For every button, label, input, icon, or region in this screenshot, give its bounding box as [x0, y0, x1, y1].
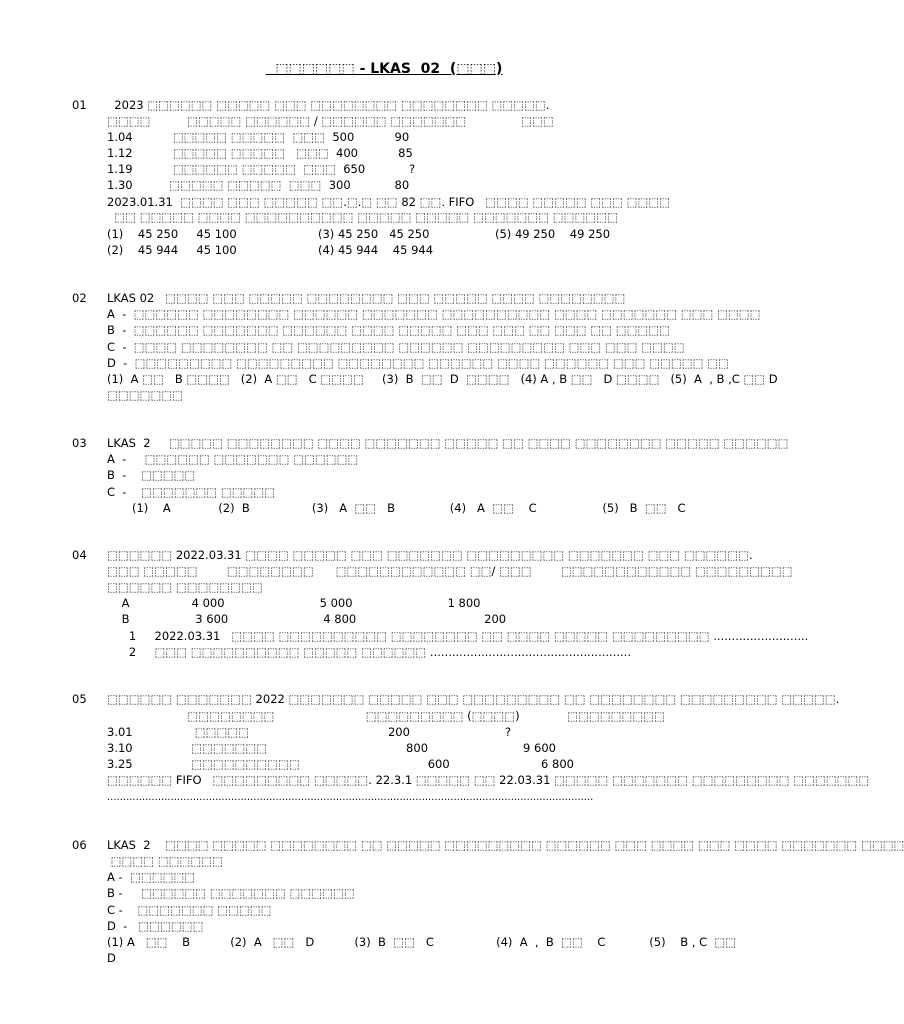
q01-option-1: (1) 45 250 45 100 [107, 227, 237, 241]
q02-options-cont: ⬚⬚⬚⬚⬚⬚⬚ [107, 388, 184, 402]
q01-line-1: 2023 ⬚⬚⬚⬚⬚⬚ ⬚⬚⬚⬚⬚ ⬚⬚⬚ ⬚⬚⬚⬚⬚⬚⬚⬚ ⬚⬚⬚⬚⬚⬚⬚⬚ ⬚⬚⬚⬚⬚. [107, 98, 550, 112]
q01-row-1: 1.04 ⬚⬚⬚⬚⬚ ⬚⬚⬚⬚⬚ ⬚⬚⬚ 500 90 [107, 130, 410, 144]
q01-row-3: 1.19 ⬚⬚⬚⬚⬚⬚ ⬚⬚⬚⬚⬚ ⬚⬚⬚ 650 ? [107, 162, 416, 176]
q06-options-cont: D [107, 951, 116, 965]
q06-item-b: B - ⬚⬚⬚⬚⬚⬚ ⬚⬚⬚⬚⬚⬚⬚ ⬚⬚⬚⬚⬚⬚ [107, 886, 355, 900]
q05-table-header: ⬚⬚⬚⬚⬚⬚⬚⬚ ⬚⬚⬚⬚⬚⬚⬚⬚⬚ (⬚⬚⬚⬚) ⬚⬚⬚⬚⬚⬚⬚⬚⬚ [107, 709, 665, 723]
q06-line-1: LKAS 2 ⬚⬚⬚⬚ ⬚⬚⬚⬚⬚ ⬚⬚⬚⬚⬚⬚⬚⬚ ⬚⬚ ⬚⬚⬚⬚⬚ ⬚⬚⬚⬚⬚⬚⬚⬚⬚ ⬚⬚⬚⬚⬚⬚ ⬚⬚⬚ ⬚⬚⬚⬚ ⬚⬚⬚ ⬚⬚⬚⬚ ⬚⬚⬚⬚⬚⬚⬚ ⬚⬚⬚⬚ [107, 838, 904, 852]
q03-options: (1) A (2) B (3) A ⬚⬚ B (4) A ⬚⬚ C (5) B ⬚⬚ C [132, 501, 686, 515]
q04-table-header-cont: ⬚⬚⬚⬚⬚⬚ ⬚⬚⬚⬚⬚⬚⬚⬚ [107, 580, 263, 594]
q05-answer-line: ......................................................................................................................................................... [107, 792, 594, 803]
question-number-06: 06 [72, 838, 87, 852]
q05-line-5: ⬚⬚⬚⬚⬚⬚ FIFO ⬚⬚⬚⬚⬚⬚⬚⬚⬚ ⬚⬚⬚⬚⬚. 22.3.1 ⬚⬚⬚⬚⬚ ⬚⬚ 22.03.31 ⬚⬚⬚⬚⬚ ⬚⬚⬚⬚⬚⬚⬚ ⬚⬚⬚⬚⬚⬚⬚⬚⬚ ⬚⬚⬚⬚⬚⬚⬚ [107, 773, 870, 787]
q03-item-c: C - ⬚⬚⬚⬚⬚⬚⬚ ⬚⬚⬚⬚⬚ [107, 485, 276, 499]
q02-statement-b: B - ⬚⬚⬚⬚⬚⬚ ⬚⬚⬚⬚⬚⬚⬚ ⬚⬚⬚⬚⬚⬚ ⬚⬚⬚⬚ ⬚⬚⬚⬚⬚ ⬚⬚⬚ ⬚⬚⬚ ⬚⬚ ⬚⬚⬚ ⬚⬚ ⬚⬚⬚⬚⬚ [107, 323, 671, 337]
question-number-04: 04 [72, 548, 87, 562]
q03-item-b: B - ⬚⬚⬚⬚⬚ [107, 468, 196, 482]
q05-row-3: 3.25 ⬚⬚⬚⬚⬚⬚⬚⬚⬚⬚ 600 6 800 [107, 757, 574, 771]
q05-row-2: 3.10 ⬚⬚⬚⬚⬚⬚⬚ 800 9 600 [107, 741, 556, 755]
q04-row-a: A 4 000 5 000 1 800 [107, 596, 481, 610]
q01-option-5: (5) 49 250 49 250 [495, 227, 611, 241]
q03-line-1: LKAS 2 ⬚⬚⬚⬚⬚ ⬚⬚⬚⬚⬚⬚⬚⬚ ⬚⬚⬚⬚ ⬚⬚⬚⬚⬚⬚⬚ ⬚⬚⬚⬚⬚ ⬚⬚ ⬚⬚⬚⬚ ⬚⬚⬚⬚⬚⬚⬚⬚ ⬚⬚⬚⬚⬚ ⬚⬚⬚⬚⬚⬚ [107, 436, 789, 450]
q02-statement-d: D - ⬚⬚⬚⬚⬚⬚⬚⬚⬚ ⬚⬚⬚⬚⬚⬚⬚⬚⬚ ⬚⬚⬚⬚⬚⬚⬚⬚ ⬚⬚⬚⬚⬚⬚ ⬚⬚⬚⬚ ⬚⬚⬚⬚⬚⬚ ⬚⬚⬚ ⬚⬚⬚⬚⬚ ⬚⬚ [107, 356, 729, 370]
q02-statement-a: A - ⬚⬚⬚⬚⬚⬚ ⬚⬚⬚⬚⬚⬚⬚⬚ ⬚⬚⬚⬚⬚⬚ ⬚⬚⬚⬚⬚⬚⬚ ⬚⬚⬚⬚⬚⬚⬚⬚⬚⬚ ⬚⬚⬚⬚ ⬚⬚⬚⬚⬚⬚⬚ ⬚⬚⬚ ⬚⬚⬚⬚ [107, 307, 761, 321]
question-number-02: 02 [72, 291, 87, 305]
q02-line-1: LKAS 02 ⬚⬚⬚⬚ ⬚⬚⬚ ⬚⬚⬚⬚⬚ ⬚⬚⬚⬚⬚⬚⬚⬚ ⬚⬚⬚ ⬚⬚⬚⬚⬚ ⬚⬚⬚⬚ ⬚⬚⬚⬚⬚⬚⬚⬚ [107, 291, 626, 305]
q06-item-c: C - ⬚⬚⬚⬚⬚⬚⬚ ⬚⬚⬚⬚⬚ [107, 903, 272, 917]
q04-sub-question-1: 1 2022.03.31 ⬚⬚⬚⬚ ⬚⬚⬚⬚⬚⬚⬚⬚⬚⬚ ⬚⬚⬚⬚⬚⬚⬚⬚ ⬚⬚ ⬚⬚⬚⬚ ⬚⬚⬚⬚⬚ ⬚⬚⬚⬚⬚⬚⬚⬚⬚ .......................... [107, 629, 809, 643]
q06-options: (1) A ⬚⬚ B (2) A ⬚⬚ D (3) B ⬚⬚ C (4) A , B ⬚⬚ C (5) B , C ⬚⬚ [107, 935, 737, 949]
q01-option-2: (2) 45 944 45 100 [107, 243, 237, 257]
q05-row-1: 3.01 ⬚⬚⬚⬚⬚ 200 ? [107, 725, 512, 739]
q04-line-1: ⬚⬚⬚⬚⬚⬚ 2022.03.31 ⬚⬚⬚⬚ ⬚⬚⬚⬚⬚ ⬚⬚⬚ ⬚⬚⬚⬚⬚⬚⬚ ⬚⬚⬚⬚⬚⬚⬚⬚⬚ ⬚⬚⬚⬚⬚⬚⬚ ⬚⬚⬚ ⬚⬚⬚⬚⬚⬚. [107, 548, 753, 562]
question-number-05: 05 [72, 692, 87, 706]
q01-line-8: ⬚⬚ ⬚⬚⬚⬚⬚ ⬚⬚⬚⬚ ⬚⬚⬚⬚⬚⬚⬚⬚⬚⬚ ⬚⬚⬚⬚⬚ ⬚⬚⬚⬚⬚ ⬚⬚⬚⬚⬚⬚⬚ ⬚⬚⬚⬚⬚⬚ [107, 210, 618, 224]
question-number-01: 01 [72, 98, 87, 112]
q04-table-header: ⬚⬚⬚ ⬚⬚⬚⬚⬚ ⬚⬚⬚⬚⬚⬚⬚⬚ ⬚⬚⬚⬚⬚⬚⬚⬚⬚⬚⬚⬚ ⬚⬚/ ⬚⬚⬚ ⬚⬚⬚⬚⬚⬚⬚⬚⬚⬚⬚⬚ ⬚⬚⬚⬚⬚⬚⬚⬚⬚ [107, 564, 793, 578]
q06-line-2: ⬚⬚⬚⬚ ⬚⬚⬚⬚⬚⬚ [107, 854, 223, 868]
q02-statement-c: C - ⬚⬚⬚⬚ ⬚⬚⬚⬚⬚⬚⬚⬚ ⬚⬚ ⬚⬚⬚⬚⬚⬚⬚⬚⬚ ⬚⬚⬚⬚⬚⬚ ⬚⬚⬚⬚⬚⬚⬚⬚⬚ ⬚⬚⬚ ⬚⬚⬚ ⬚⬚⬚⬚ [107, 340, 685, 354]
q06-item-d: D - ⬚⬚⬚⬚⬚⬚ [107, 919, 204, 933]
q01-line-7: 2023.01.31 ⬚⬚⬚⬚ ⬚⬚⬚ ⬚⬚⬚⬚⬚ ⬚⬚.⬚.⬚ ⬚⬚ 82 ⬚⬚. FIFO ⬚⬚⬚⬚ ⬚⬚⬚⬚⬚ ⬚⬚⬚ ⬚⬚⬚⬚ [107, 195, 671, 209]
q02-options: (1) A ⬚⬚ B ⬚⬚⬚⬚ (2) A ⬚⬚ C ⬚⬚⬚⬚ (3) B ⬚⬚ D ⬚⬚⬚⬚ (4) A , B ⬚⬚ D ⬚⬚⬚⬚ (5) A , B ,C ⬚⬚ D [107, 372, 778, 386]
q05-line-1: ⬚⬚⬚⬚⬚⬚ ⬚⬚⬚⬚⬚⬚⬚ 2022 ⬚⬚⬚⬚⬚⬚⬚ ⬚⬚⬚⬚⬚ ⬚⬚⬚ ⬚⬚⬚⬚⬚⬚⬚⬚⬚ ⬚⬚ ⬚⬚⬚⬚⬚⬚⬚⬚ ⬚⬚⬚⬚⬚⬚⬚⬚⬚ ⬚⬚⬚⬚⬚. [107, 692, 840, 706]
q01-row-2: 1.12 ⬚⬚⬚⬚⬚ ⬚⬚⬚⬚⬚ ⬚⬚⬚ 400 85 [107, 146, 413, 160]
question-number-03: 03 [72, 436, 87, 450]
q04-sub-question-2: 2 ⬚⬚⬚ ⬚⬚⬚⬚⬚⬚⬚⬚⬚⬚ ⬚⬚⬚⬚⬚ ⬚⬚⬚⬚⬚⬚ ....................................................... [107, 645, 631, 659]
q01-row-4: 1.30 ⬚⬚⬚⬚⬚ ⬚⬚⬚⬚⬚ ⬚⬚⬚ 300 80 [107, 178, 410, 192]
q04-row-b: B 3 600 4 800 200 [107, 612, 507, 626]
q01-table-header: ⬚⬚⬚⬚ ⬚⬚⬚⬚⬚ ⬚⬚⬚⬚⬚⬚ / ⬚⬚⬚⬚⬚⬚ ⬚⬚⬚⬚⬚⬚⬚ ⬚⬚⬚ [107, 114, 554, 128]
q06-item-a: A - ⬚⬚⬚⬚⬚⬚ [107, 870, 196, 884]
q01-option-3: (3) 45 250 45 250 [318, 227, 430, 241]
q01-option-4: (4) 45 944 45 944 [318, 243, 434, 257]
page-title: ⬚⬚⬚⬚⬚⬚ - LKAS 02 (⬚⬚⬚) [265, 61, 503, 77]
q03-item-a: A - ⬚⬚⬚⬚⬚⬚ ⬚⬚⬚⬚⬚⬚⬚ ⬚⬚⬚⬚⬚⬚ [107, 452, 359, 466]
